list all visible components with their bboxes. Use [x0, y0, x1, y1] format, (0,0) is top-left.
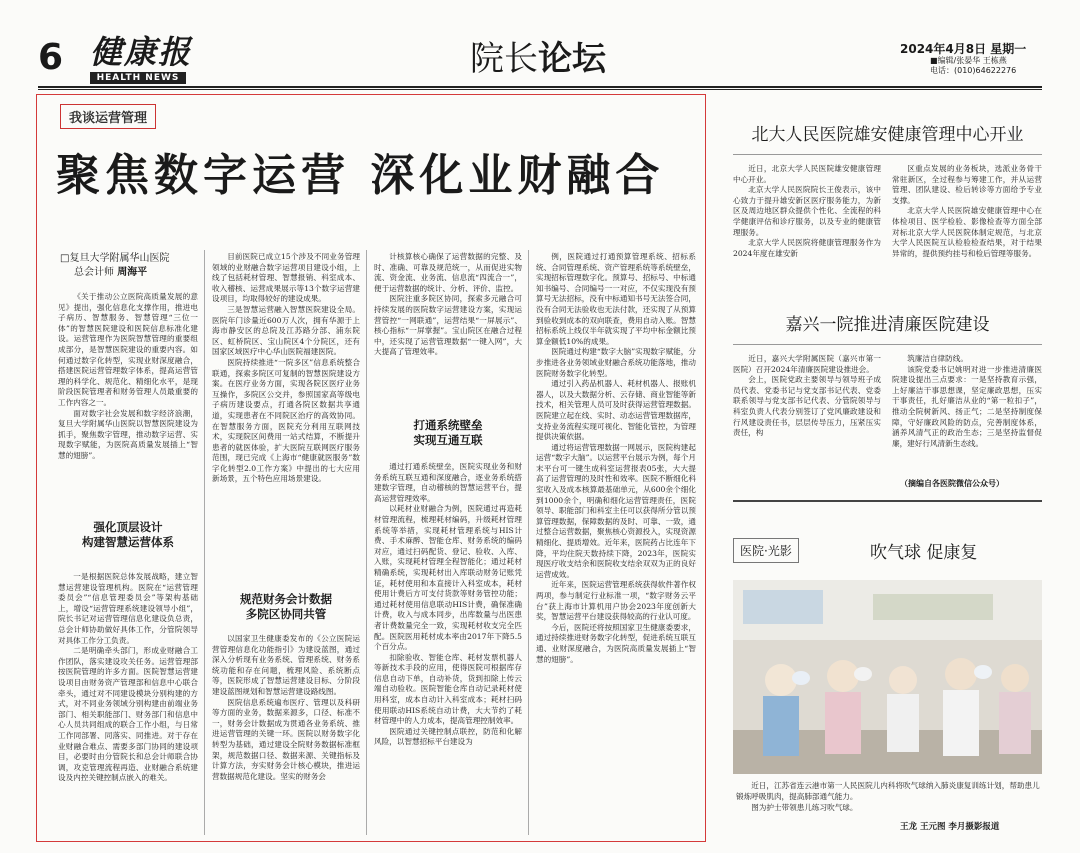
news-divider [733, 154, 1042, 155]
article-headline: 聚焦数字运营 深化业财融合 [56, 150, 665, 201]
photo-illustration [733, 580, 1042, 774]
news-divider [733, 344, 1042, 345]
column-divider [528, 250, 529, 835]
article-col-3b: 通过打通系统壁垒，医院实现业务和财务系统互联互通和深度融合，逐业务系统搭建数字管理，自动稽核的智慧运营平台，提高运营管理效率。 以耗材业财融合为例，医院通过再造耗材管理流程，梳理耗材编码，升级耗材管理系统等举措，实现耗材管理系统与HIS计费、手术麻醉、智能仓库、财务系统的编码对应，通过扫码配货、登记、验收、入库、入账，实现耗材管理全程智能化；通过耗材精确系统，实现耗材出入库联动财务记账凭证，耗材使用和本直接计入科室成本，耗材使用计费后方可支付货款等财务管控功能；通过耗材使用信息联动HIS计费，确保准确计费，收入与成本同步，出库数量与出医患者计费数量完全一致，实现耗材收支完全匹配。医院医用耗材成本率由2017年下降5.5个百分点。 扣除验收、智能仓库、耗材发票机器人等新技术手段的应用，使得医院可根据库存信息自动下单，自动补货，货到扣除上传云端自动验收。医院智能仓库自动记录耗材使用科室，成本自动计入科室成本；耗材扫码使用联动HIS系统自动计费，大大节约了耗材管理中的人力成本，提高管理控制效率。 医院通过关键控制点联控，防范和化解风险，以智慧招标平台建设为 [374, 462, 522, 747]
photo-credit: 王龙 王元图 李月摄影报道 [900, 822, 1000, 832]
column-divider [366, 250, 367, 835]
page-number: 6 [38, 37, 64, 78]
photo-caption: 近日，江苏省连云港市第一人民医院儿内科将吹气球纳入肺炎康复训练计划，帮助患儿锻炼呼吸肌肉，提高肺部通气能力。 图为护士带领患儿练习吹气球。 [736, 781, 1040, 812]
news-title-2: 嘉兴一院推进清廉医院建设 [785, 315, 990, 335]
masthead-rule [38, 86, 1042, 88]
editor-info: ■编辑/张晏华 王栋燕 电话：(010)64622276 [930, 56, 1017, 75]
news1-col-left: 近日，北京大学人民医院雄安健康管理中心开业。 北京大学人民医院院长王俊表示，该中心致力于提升雄安新区医疗服务能力，为新区及周边地区群众提供个性化、全流程的科学健康评估和诊疗服务，以及专业的健康管理服务。 北京大学人民医院将健康管理服务作为2024年度在雄安新 [733, 164, 881, 258]
visual-title: 吹气球 促康复 [870, 543, 978, 563]
news1-col-right: 区重点发展的业务板块，选派业务骨干常驻新区，全过程参与筹建工作，并从运营管理、团队建设、检后转诊等方面给予专业支撑。 北京大学人民医院雄安健康管理中心在体检项目、医学检验、影像检查等方面全部对标北京大学人民医院体制定规范，与北京大学人民医院互认检验检查结果，对于结果异常的，提供预约挂号和检后管理等服务。 [892, 164, 1042, 258]
article-col-2: 目前医院已成立15个涉及不同业务管理领域的业财融合数字运营项目建设小组，上线了包括耗材管理、智慧报销、科室成本、收入稽核、运营成果展示等13个数字运营建设项目，均取得较好的建设成果。 三是智慧运营融入智慧医院建设全局。医院年门诊量近600万人次，拥有华源于上海市静安区的总院及江苏路分部、浦东院区、虹桥院区、宝山院区4个分院区，还有国家区域医疗中心华山医院福建医院。 医院持续推进“一院多区”信息系统整合联通，探索多院区可复制的智慧医院建设方案。在医疗业务方面，实现各院区医疗业务互操作，多院区公交并，参照国家高等级电子病历建设要点，打通各院区数据共享通道，实现患者在不同院区治疗的高效协同。在智慧服务方面，医院充分利用互联网技术，实现院区间费用一站式结算，不断提升患者的就医体验，扩大医院互联网医疗服务范围，现已完成《上海市“健康就医服务”数字化转型2.0工作方案》中提出的七大应用新场景，五个特色应用场景建设。 [212, 252, 360, 484]
column-divider [204, 250, 205, 835]
issue-date: 2024年4月8日 星期一 [900, 42, 1027, 56]
column-tag: 我谈运营管理 [60, 104, 156, 129]
subhead-1: 强化顶层设计 构建智慧运营体系 [82, 520, 174, 549]
subhead-3: 打通系统壁垒 实现互通互联 [413, 418, 483, 447]
masthead-rule-thin [38, 89, 1042, 90]
subhead-2: 规范财务会计数据 多院区协同共管 [240, 592, 332, 621]
section-divider [733, 500, 1042, 502]
news2-source: （摘编自各医院微信公众号） [900, 478, 1004, 488]
article-col-3: 计核算核心确保了运营数据的完整、及时、准确、可靠及规范统一，从而促进实物流、资金流、业务流、信息流“四流合一”，便于运营数据的统计、分析、评价、监控。 医院注重多院区协同，探索多元融合可持续发展的医院数字运营建设方案，实现运营管控“一网联通”，运营结果“一屏展示”、核心指标“一屏掌握”。宝山院区在融合过程中，还实现了运营管理数据“一键入网”，大大提高了管理效率。 [374, 252, 522, 357]
section-title: 院长论坛 [470, 39, 606, 79]
newspaper-logo: 健康报 [90, 33, 193, 71]
article-col-1b: 一是根据医院总体发展战略，建立智慧运营建设管理机构。医院在“运营管理委员会”“信息管理委员会”等架构基础上，增设“运营管理系统建设领导小组”，院长书记对运营管理信息化建设负总责，总会计师协助做好具体工作，分管院领导对具体工作分工负责。 二是明确牵头部门，形成业财融合工作团队，落实建设攻关任务。运营管理部按医院管理的许多方面。医院智慧运营建设项目由财务资产管理部和信息中心联合牵头，通过对不同建设模块分别构建的方式，对不同业务领域分别构建由前端业务部门、相关职能部门、财务部门和信息中心人员共同组成的联合工作小组，与日常工作同部署、同落实、同推进。对于存在业财融合难点、需要多部门协同的建设项目，必要时由分管院长和总会计师联合协调，攻克管理流程再造、业财融合系统建设及内控关键控制点嵌入的难关。 [58, 572, 198, 783]
visual-tag: 医院·光影 [733, 538, 799, 563]
article-col-1: 《关于推动公立医院高质量发展的意见》提出，强化信息化支撑作用，推进电子病历、智慧服务、智慧管理“三位一体”的智慧医院建设和医院信息标准化建设。运营管理作为医院智慧管理的重要组成部分，是智慧医院建设的重要内容。如何通过数字化转型，实现业财深度融合，搭建医院运营管理数字体系，提高运营管理的科学化、规范化、精细化水平，是现阶段医院管理者和财务管理人员最重要的工作内容之一。 面对数字社会发展和数字经济浪潮，复旦大学附属华山医院以智慧医院建设为抓手，聚焦数字管理，推动数字运营、实现数字赋能，为医院高质量发展插上“智慧的翅膀”。 [58, 292, 198, 460]
news2-col-right: 筑廉洁自律防线。 该院党委书记姚明对进一步推进清廉医院建设提出三点要求：一是坚持教育示强，上好廉洁干事思想课，坚定廉政思想，压实干事责任，扎好廉洁从业的“第一粒扣子”，推动全院树新风、扬正气；二是坚持制度保障，守好廉政风险的防点，完善制度体系，涵养风清气正的政治生态；三是坚持监督促廉，建好行风清新生态线。 [892, 354, 1042, 448]
author-byline: □复旦大学附属华山医院 总会计师 周海平 [60, 253, 170, 278]
newspaper-logo-en: HEALTH NEWS [90, 72, 186, 84]
article-col-4: 例，医院通过打通预算管理系统、招标系统、合同管理系统、资产管理系统等系统壁垒，实现招标管理数字化。预算号、招标号、中标通知书编号、合同编号一一对应，不仅实现没有预算号无法招标，没有中标通知书号无法签合同，没有合同无法验收也无法付款，还实现了从预算到验收到成本的双向联查，费用自动入账。智慧招标系统上线仅半年就实现了平均中标金额比预算金额低10%的成果。 医院通过构建“数字大脑”实现数字赋能，分步推进各业务领域业财融合系统功能落地，推动医院财务数字化转型。 通过引入药品机器人、耗材机器人、报账机器人，以及大数据分析、云存储、商业智能等新技术，相关管理人员可及时获得运营管理数据。医院建立起在线、实时、动态运营管理数据库，支持业务流程实现可视化、智能化管控，为管理提供决策依据。 通过将运营管理数据一网展示，医院构建起运营“数字大脑”。以运营平台展示为例，每个月末平台可一键生成科室运营报表05张，大大提高了运营管理的及时性和效率。医院不断细化科室收入及成本核算最基础单元，从600余个细化到1000余个，明确和细化运营管理责任，医院领导、职能部门和科室主任可以获得所分管以预算管理数据，保障数据的及时、可靠、一致，通过整合运营数据，聚焦核心资源投入，实现资源精细化、提质增效。近年来，医院药占比连年下降，平均住院天数持续下降，2023年，医院实现医疗收支结余和医院收支结余双双为正的良好运营成效。 近年来，医院运营管理系统获得软件著作权两项，参与制定行业标准一项，“数字财务云平台”获上海市计算机用户协会2023年度创新大奖，智慧运营平台建设获得较高的行业认可度。 今后，医院还将按照国家卫生健康委要求，通过持续推进财务数字化转型，促进系统互联互通、业财深度融合，为医院高质量发展插上“智慧的翅膀”。 [536, 252, 696, 664]
news2-col-left: 近日，嘉兴大学附属医院（嘉兴市第一医院）召开2024年清廉医院建设推进会。 会上，医院党政主要领导与领导班子成员代表、党委书记与党支部书记代表、党委联系领导与党支部书记代表、分管院领导与科室负责人代表分别签订了党风廉政建设和行风建设责任书，层层传导压力，压紧压实责任，构 [733, 354, 881, 438]
news-title-1: 北大人民医院雄安健康管理中心开业 [751, 125, 1024, 145]
hospital-photo [733, 580, 1042, 774]
article-col-2b: 以国家卫生健康委发布的《公立医院运营管理信息化功能指引》为建设蓝图，通过深入分析现有业务系统、管理系统、财务系统功能和存在问题，梳理风险、系统断点等，医院形成了智慧运营建设目标、分阶段建设蓝图规划和智慧运营建设路线图。 医院信息系统遍布医疗、管理以及科研等方面的业务，数据来源多，口径、标准不一，财务会计数据成为贯通各业务系统、推进运营管理的关键一环。医院以财务数字化转型为基础，通过建设全院财务数据标准框架，规范数据口径、数据来源、关键指标及计算方法，夯实财务会计核心模块，推进运营数据规范化建设。坚实的财务会 [212, 634, 360, 781]
